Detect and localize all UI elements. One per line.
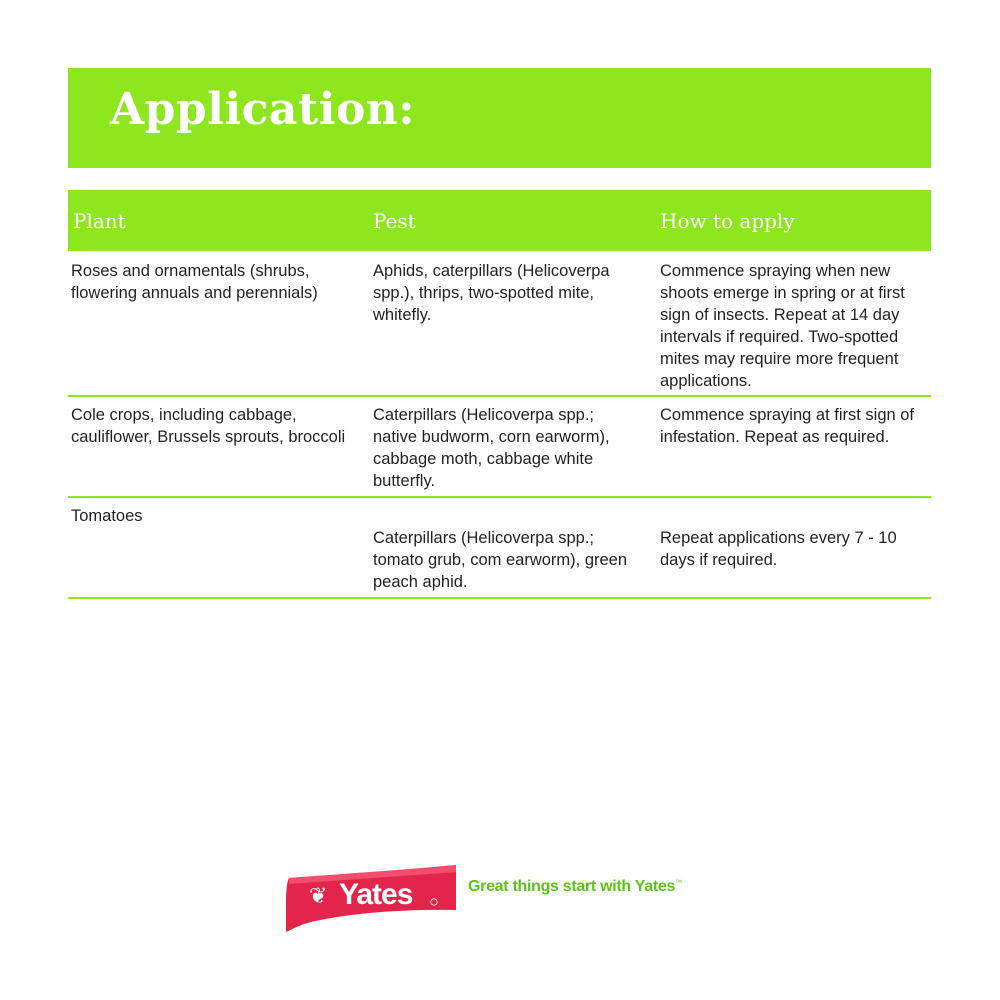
cell-pest: Caterpillars (Helicoverpa spp.; tomato grub, com earworm), green peach aphid. bbox=[373, 529, 628, 591]
column-header-pest: Pest bbox=[373, 209, 416, 233]
cell-how-to-apply: Repeat applications every 7 - 10 days if required. bbox=[660, 529, 897, 569]
title-banner bbox=[68, 68, 931, 168]
table-row bbox=[68, 251, 931, 397]
cell-how-to-apply: Commence spraying at first sign of infestation. Repeat as required. bbox=[660, 406, 915, 446]
table-row bbox=[68, 498, 931, 599]
logo-leaf-icon: ❦ bbox=[309, 884, 328, 909]
logo-wordmark: Yates bbox=[339, 878, 413, 911]
trademark-mark: ™ bbox=[675, 879, 682, 887]
cell-pest: Caterpillars (Helicoverpa spp.; native budworm, corn earworm), cabbage moth, cabbage white butterfly. bbox=[373, 406, 610, 490]
cell-plant: Tomatoes bbox=[71, 507, 143, 525]
cell-plant: Roses and ornamentals (shrubs, flowering annuals and perennials) bbox=[71, 262, 318, 302]
cell-pest: Aphids, caterpillars (Helicoverpa spp.), thrips, two-spotted mite, whitefly. bbox=[373, 262, 610, 324]
brand-tagline bbox=[468, 878, 682, 896]
table-row bbox=[68, 397, 931, 498]
yates-logo bbox=[283, 862, 463, 932]
page-title: Application: bbox=[110, 84, 416, 135]
cell-how-to-apply: Commence spraying when new shoots emerge in spring or at first sign of insects. Repeat at 14 day intervals if required. Two-spotted mites may require more frequent applications. bbox=[660, 262, 905, 390]
cell-plant: Cole crops, including cabbage, cauliflower, Brussels sprouts, broccoli bbox=[71, 406, 346, 446]
column-header-how-to-apply: How to apply bbox=[660, 209, 795, 233]
table-header bbox=[68, 190, 931, 251]
column-header-plant: Plant bbox=[73, 209, 126, 233]
tagline-text: Great things start with Yates bbox=[468, 878, 676, 895]
